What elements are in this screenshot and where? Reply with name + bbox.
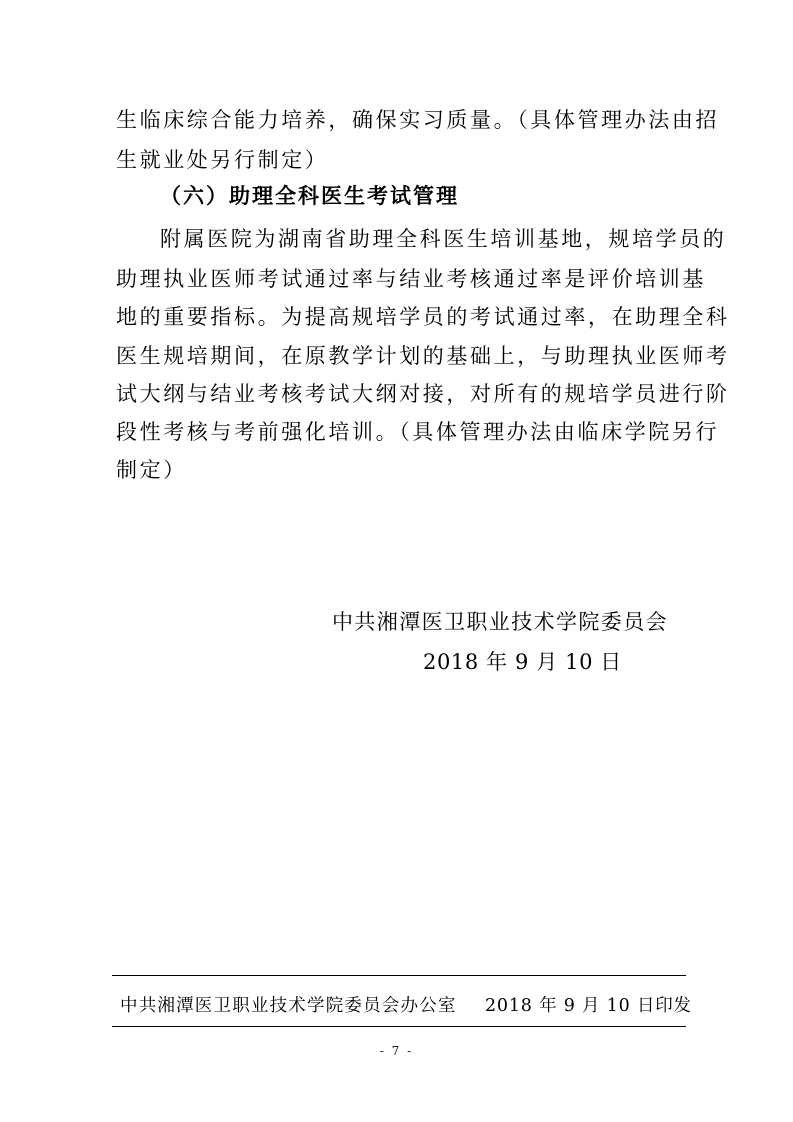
body-line-1: 生临床综合能力培养，确保实习质量。（具体管理办法由招	[116, 108, 720, 132]
paragraph-line-2: 助理执业医师考试通过率与结业考核通过率是评价培训基	[116, 267, 706, 291]
footer-issue-date: 2018 年 9 月 10 日印发	[485, 996, 692, 1016]
signature-organization: 中共湘潭医卫职业技术学院委员会	[332, 610, 668, 634]
footer-top-rule	[112, 975, 686, 976]
footer-issuer: 中共湘潭医卫职业技术学院委员会办公室	[120, 996, 457, 1016]
paragraph-line-7: 制定）	[116, 458, 187, 482]
paragraph-line-5: 试大纲与结业考核考试大纲对接，对所有的规培学员进行阶	[116, 382, 730, 406]
paragraph-line-1: 附属医院为湖南省助理全科医生培训基地，规培学员的	[160, 227, 727, 251]
section-heading: （六）助理全科医生考试管理	[160, 184, 459, 208]
paragraph-line-3: 地的重要指标。为提高规培学员的考试通过率，在助理全科	[116, 305, 730, 329]
page-number: - 7 -	[379, 1044, 414, 1058]
body-line-2: 生就业处另行制定）	[116, 148, 329, 172]
paragraph-line-4: 医生规培期间，在原教学计划的基础上，与助理执业医师考	[116, 344, 730, 368]
signature-date: 2018 年 9 月 10 日	[423, 650, 622, 674]
paragraph-line-6: 段性考核与考前强化培训。（具体管理办法由临床学院另行	[116, 420, 720, 444]
footer-bottom-rule	[112, 1026, 686, 1027]
